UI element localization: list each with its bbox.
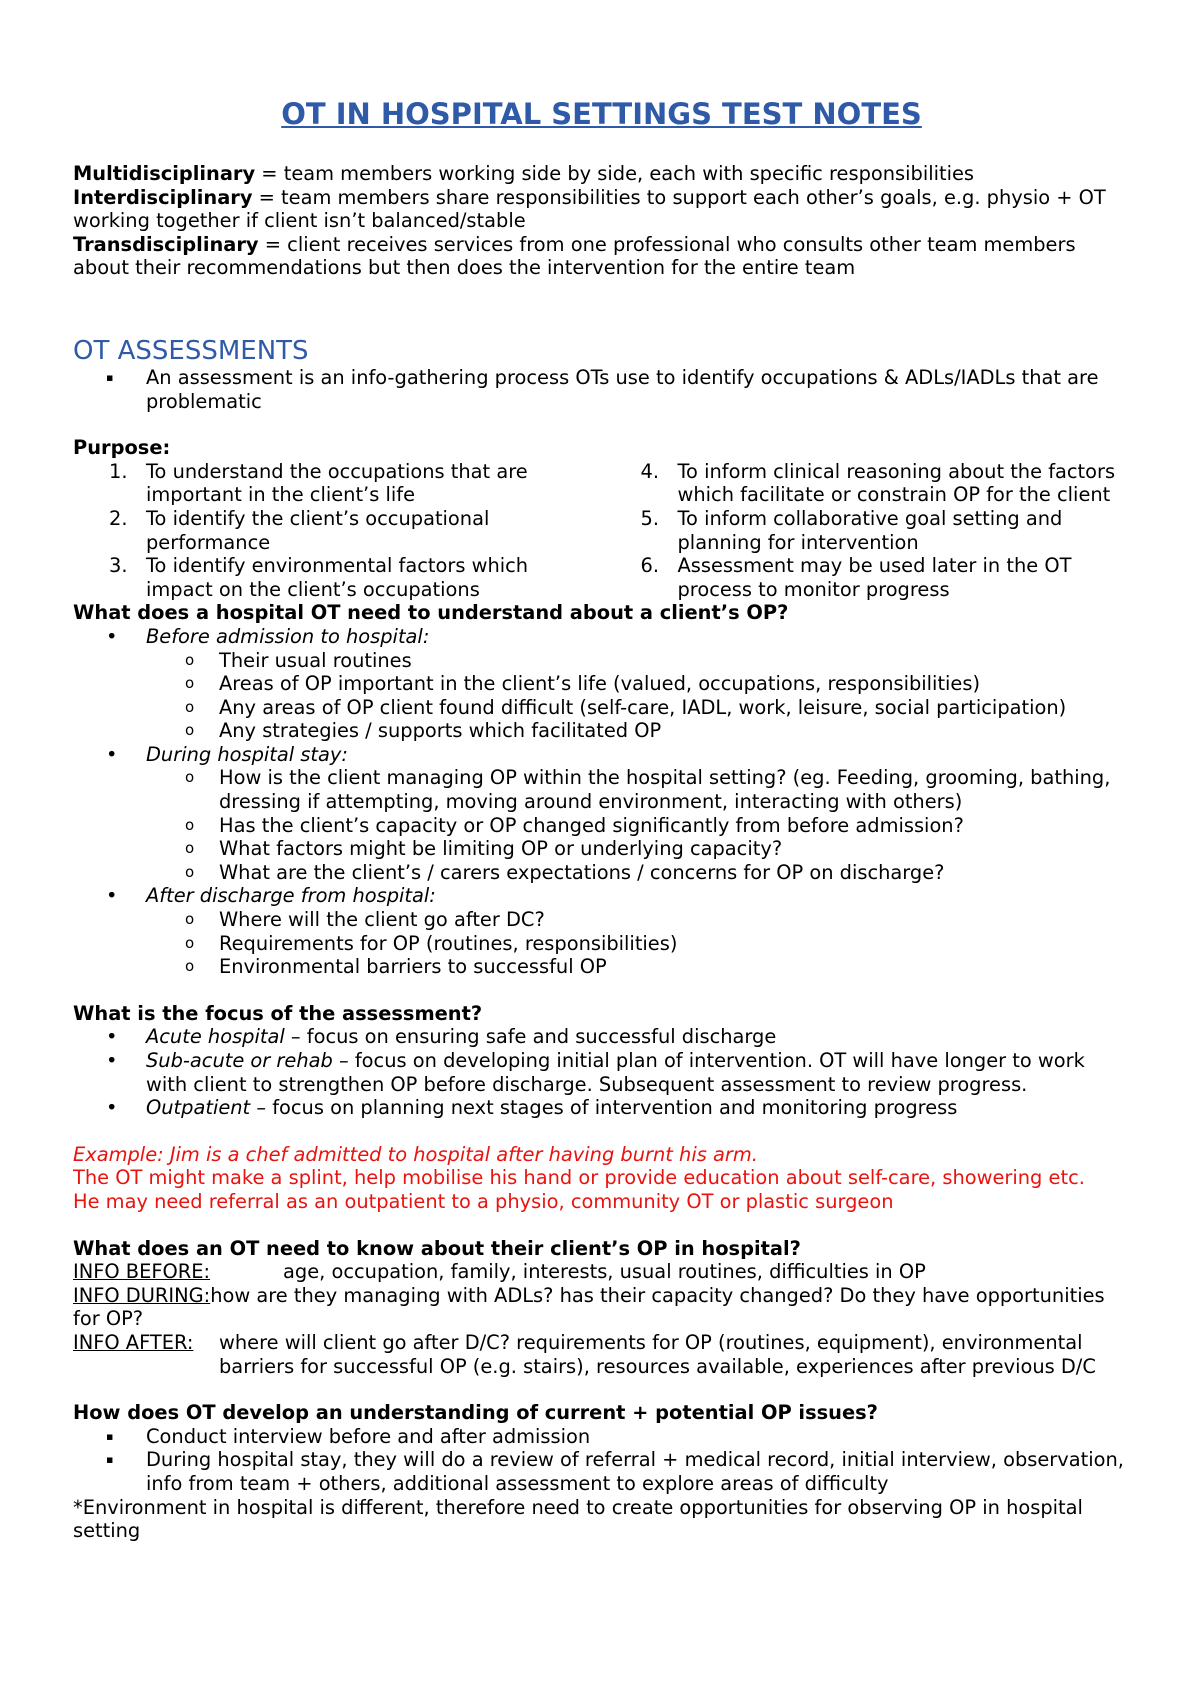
bullet-icon: •: [106, 884, 118, 908]
develop-list: [73, 1425, 1130, 1496]
list-item: o Any strategies / supports which facilitated OP: [185, 719, 662, 743]
list-item: ▪ Conduct interview before and after admission: [106, 1424, 591, 1448]
list-item: 4. To inform clinical reasoning about the factors which facilitate or constrain OP for the client: [640, 459, 1116, 507]
bullet-icon: •: [106, 1096, 118, 1120]
bullet-circle-icon: o: [185, 674, 195, 693]
bullet-icon: •: [106, 1049, 118, 1072]
list-item: o Their usual routines: [185, 648, 412, 672]
list-item: o Any areas of OP client found difficult (self-care, IADL, work, leisure, social participation): [185, 695, 1067, 719]
list-item: o Has the client’s capacity or OP changed significantly from before admission?: [185, 813, 964, 837]
info-after-row: INFO AFTER: where will client go after D/C? requirements for OP (routines, equipment), environmental barriers for successful OP (e.g. stairs), resources available, experiences after previous D/C: [73, 1330, 1096, 1378]
list-item: ▪ During hospital stay, they will do a review of referral + medical record, initial interview, observation, info from team + others, additional assessment to explore areas of difficulty: [106, 1448, 1124, 1495]
purpose-column-left: [73, 460, 599, 602]
list-item: 2. To identify the client’s occupational performance: [109, 506, 490, 554]
section-heading-know: What does an OT need to know about their client’s OP in hospital?: [73, 1236, 801, 1260]
section-heading-assessments: OT ASSESSMENTS: [73, 335, 309, 366]
list-item: 5. To inform collaborative goal setting and planning for intervention: [640, 506, 1063, 554]
bullet-square-icon: ▪: [106, 1429, 114, 1443]
info-before-row: INFO BEFORE: age, occupation, family, interests, usual routines, difficulties in OP: [73, 1260, 926, 1284]
list-item: • Before admission to hospital:: [106, 624, 430, 648]
list-item: • Sub-acute or rehab – focus on developing initial plan of intervention. OT will have longer to work with client to strengthen OP before discharge. Subsequent assessment to review progress.: [106, 1049, 1085, 1096]
bullet-circle-icon: o: [185, 957, 195, 976]
definitions: [73, 162, 1130, 280]
list-item: • During hospital stay:: [106, 742, 348, 766]
purpose-column-right: [605, 460, 1131, 602]
bullet-circle-icon: o: [185, 910, 195, 929]
definition-multidisciplinary: Multidisciplinary = team members working side by side, each with specific responsibilities: [73, 162, 975, 185]
definition-transdisciplinary: Transdisciplinary = client receives services from one professional who consults other team members about their recommendations but then does the intervention for the entire team: [73, 232, 1076, 280]
bullet-circle-icon: o: [185, 768, 195, 787]
list-item: o What factors might be limiting OP or underlying capacity?: [185, 837, 783, 861]
definition-interdisciplinary: Interdisciplinary = team members share responsibilities to support each other’s goals, e.g. physio + OT working together if client isn’t balanced/stable: [73, 185, 1106, 233]
section-heading-understand: What does a hospital OT need to understand about a client’s OP?: [73, 601, 789, 625]
purpose-columns: [73, 460, 1130, 602]
list-item: o Environmental barriers to successful OP: [185, 955, 607, 979]
section-heading-focus: What is the focus of the assessment?: [73, 1001, 483, 1025]
list-item: ▪ An assessment is an info-gathering process OTs use to identify occupations & ADLs/IADLs that are problematic: [106, 365, 1099, 413]
bullet-circle-icon: o: [185, 815, 195, 834]
list-item: • After discharge from hospital:: [106, 884, 436, 908]
list-item: 3. To identify environmental factors which impact on the client’s occupations: [109, 554, 529, 601]
bullet-circle-icon: o: [185, 839, 195, 858]
example-line: The OT might make a splint, help mobilise his hand or provide education about self-care, showering etc.: [73, 1166, 1085, 1190]
environment-note: *Environment in hospital is different, therefore need to create opportunities for observing OP in hospital setting: [73, 1495, 1083, 1543]
bullet-icon: •: [106, 1025, 118, 1049]
example-block: [73, 1143, 1130, 1214]
focus-list: [73, 1025, 1130, 1119]
example-line: He may need referral as an outpatient to a physio, community OT or plastic surgeon: [73, 1189, 894, 1213]
bullet-circle-icon: o: [185, 721, 195, 740]
bullet-icon: •: [106, 742, 118, 766]
list-item: 1. To understand the occupations that are important in the client’s life: [109, 459, 528, 507]
purpose-label: Purpose:: [73, 436, 171, 460]
example-line: Example: Jim is a chef admitted to hospital after having burnt his arm.: [73, 1142, 758, 1166]
understand-list: [73, 625, 1130, 979]
list-item: • Acute hospital – focus on ensuring safe and successful discharge: [106, 1025, 777, 1049]
bullet-circle-icon: o: [185, 697, 195, 716]
list-item: o Areas of OP important in the client’s life (valued, occupations, responsibilities): [185, 672, 981, 696]
bullet-circle-icon: o: [185, 933, 195, 952]
list-item: o What are the client’s / carers expectations / concerns for OP on discharge?: [185, 860, 945, 884]
section-heading-develop: How does OT develop an understanding of current + potential OP issues?: [73, 1401, 878, 1425]
info-during-row: INFO DURING:how are they managing with ADLs? has their capacity changed? Do they have opportunities for OP?: [73, 1283, 1105, 1331]
list-item: o How is the client managing OP within the hospital setting? (eg. Feeding, grooming, bathing, dressing if attempting, moving around environment, interacting with others): [185, 766, 1111, 814]
page-title: OT IN HOSPITAL SETTINGS TEST NOTES: [281, 97, 922, 131]
bullet-icon: •: [106, 624, 118, 648]
bullet-circle-icon: o: [185, 650, 195, 669]
list-item: o Where will the client go after DC?: [185, 908, 545, 932]
bullet-square-icon: ▪: [106, 1453, 114, 1467]
bullet-circle-icon: o: [185, 862, 195, 881]
bullet-square-icon: ▪: [106, 370, 114, 384]
list-item: o Requirements for OP (routines, responsibilities): [185, 931, 678, 955]
list-item: 6. Assessment may be used later in the OT process to monitor progress: [640, 554, 1072, 601]
list-item: • Outpatient – focus on planning next stages of intervention and monitoring progress: [106, 1096, 958, 1120]
